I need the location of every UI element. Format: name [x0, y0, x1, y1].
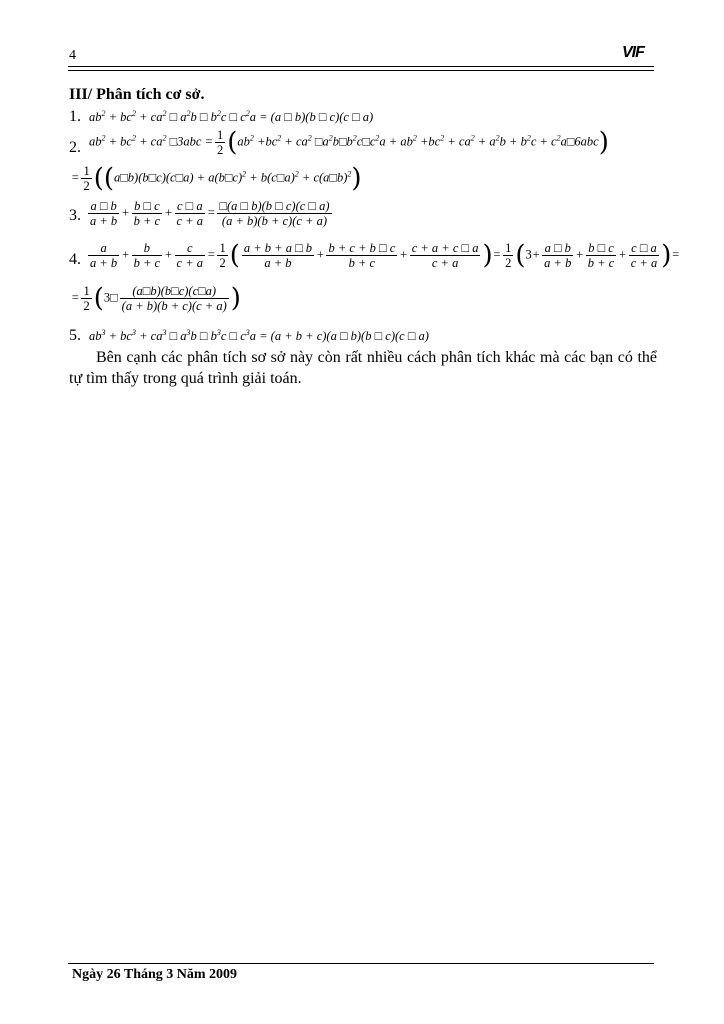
formula-4-continued: = $\frac{1}{2}$ (3□ $\frac{(a□b)(b□c)(c□a)}{(a + b)(b + c)(c + a)}$ )	[71, 283, 241, 314]
page-number: 4	[69, 48, 76, 63]
header-rule-top	[68, 66, 654, 67]
item-number-5: 5.	[69, 327, 81, 344]
formula-2-continued: = $\frac{1}{2}$ ((a□b)(b□c)(c□a) + a(b□c)$^2$ + b(c□a)$^2$ + c(a□b)$^2$)	[71, 163, 362, 194]
formula-2: $ab^2 + bc^2 + ca^2$ □3abc = $\frac{1}{2}$ ($ab^2 +bc^2 + ca^2$ $□a^2b□b^2c□c^2a + ab^2 +bc^2 + ca^2 + a^2b + b^2c$ + $c^2a□6abc$)	[89, 127, 609, 158]
formula-5: $ab^3 + bc^3 + ca^3$ □ $a^3b$ □ $b^3c$ □ $c^3a = (a + b + c)(a$ □ b)(b □ c)(c □ a)	[89, 328, 429, 343]
item-number-2: 2.	[69, 139, 81, 156]
formula-1: $ab^2 + bc^2 + ca^2$ □ $a^2b$ □ $b^2c$ □ $c^2a = (a$ □ b)(b □ c)(c □ a)	[89, 109, 374, 124]
vif-logo: VIF	[622, 44, 644, 61]
item-number-3: 3.	[69, 207, 81, 224]
header-rule-bottom	[68, 70, 654, 71]
closing-paragraph: Bên cạnh các phân tích sơ sở này còn rất nhiều cách phân tích khác mà các bạn có thể tự tìm thấy trong quá trình giải toán.	[69, 349, 657, 387]
footer-rule	[68, 963, 654, 964]
item-number-1: 1.	[69, 108, 81, 125]
footer-date: Ngày 26 Tháng 3 Năm 2009	[72, 967, 238, 982]
item-number-4: 4.	[69, 251, 81, 268]
section-title: III/ Phân tích cơ sở.	[69, 86, 205, 103]
formula-3: $\frac{a □ b}{a + b}$ + $\frac{b □ c}{b + c}$ + $\frac{c □ a}{c + a}$ = $\frac{□(a □ b)(b □ c)(c □ a)}{(a + b)(b + c)(c + a)}$	[90, 199, 330, 228]
formula-4: $\frac{a}{a + b}$ + $\frac{b}{b + c}$ + $\frac{c}{c + a}$ = $\frac{1}{2}$ ( $\frac{a + b + a □ b}{a + b}$ + $\frac{b + c + b □ c}{b + c}$ + $\frac{c + a + c □ a}{c + a}$ )= $\frac{1}{2}$ (3+ $\frac{a □ b}{a + b}$ + $\frac{b □ c}{b + c}$ + $\frac{c □ a}{c + a}$ )=	[90, 240, 680, 271]
